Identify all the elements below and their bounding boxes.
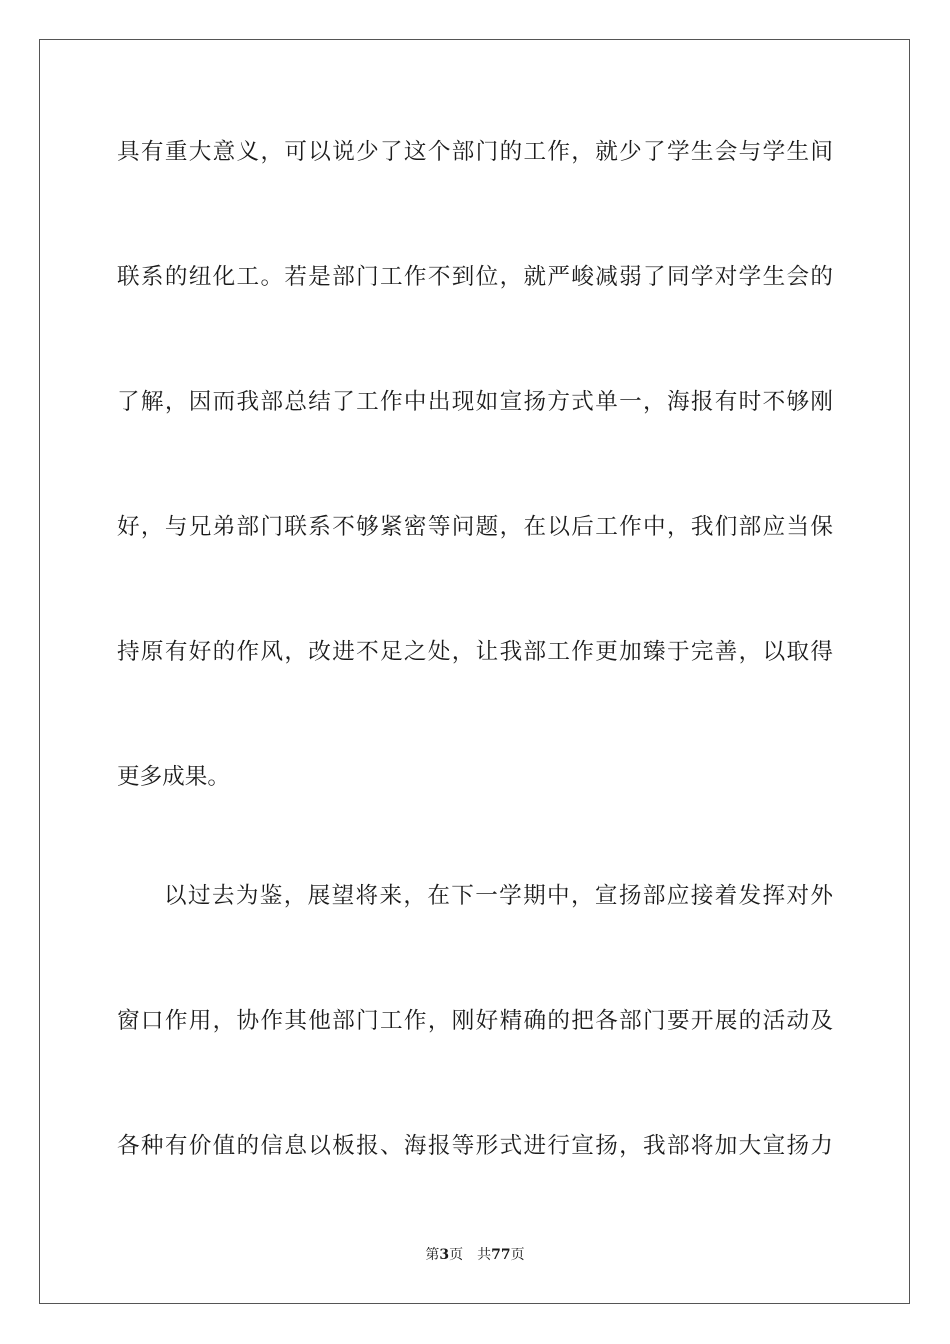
text-line-8: 窗口作用，协作其他部门工作，刚好精确的把各部门要开展的活动及 <box>117 1008 833 1034</box>
text-line-2: 联系的纽化工。若是部门工作不到位，就严峻减弱了同学对学生会的 <box>117 264 833 290</box>
text-line-6: 更多成果。 <box>117 764 230 790</box>
text-line-1: 具有重大意义，可以说少了这个部门的工作，就少了学生会与学生间 <box>117 139 833 165</box>
text-line-3: 了解，因而我部总结了工作中出现如宣扬方式单一，海报有时不够刚 <box>117 389 833 415</box>
text-line-7: 以过去为鉴，展望将来，在下一学期中，宣扬部应接着发挥对外 <box>164 883 833 909</box>
text-line-5: 持原有好的作风，改进不足之处，让我部工作更加臻于完善，以取得 <box>117 639 833 665</box>
text-line-9: 各种有价值的信息以板报、海报等形式进行宣扬，我部将加大宣扬力 <box>117 1133 833 1159</box>
footer-page-suffix: 页 <box>449 1247 464 1263</box>
text-line-4: 好，与兄弟部门联系不够紧密等问题，在以后工作中，我们部应当保 <box>117 514 833 540</box>
footer-total-pages: 77 <box>491 1247 511 1263</box>
footer-total-prefix: 共 <box>477 1247 492 1263</box>
footer-total-suffix: 页 <box>510 1247 525 1263</box>
page-footer <box>0 1246 950 1264</box>
page-border <box>39 39 910 1304</box>
footer-page-prefix: 第 <box>425 1247 440 1263</box>
footer-page-number: 3 <box>439 1247 450 1263</box>
